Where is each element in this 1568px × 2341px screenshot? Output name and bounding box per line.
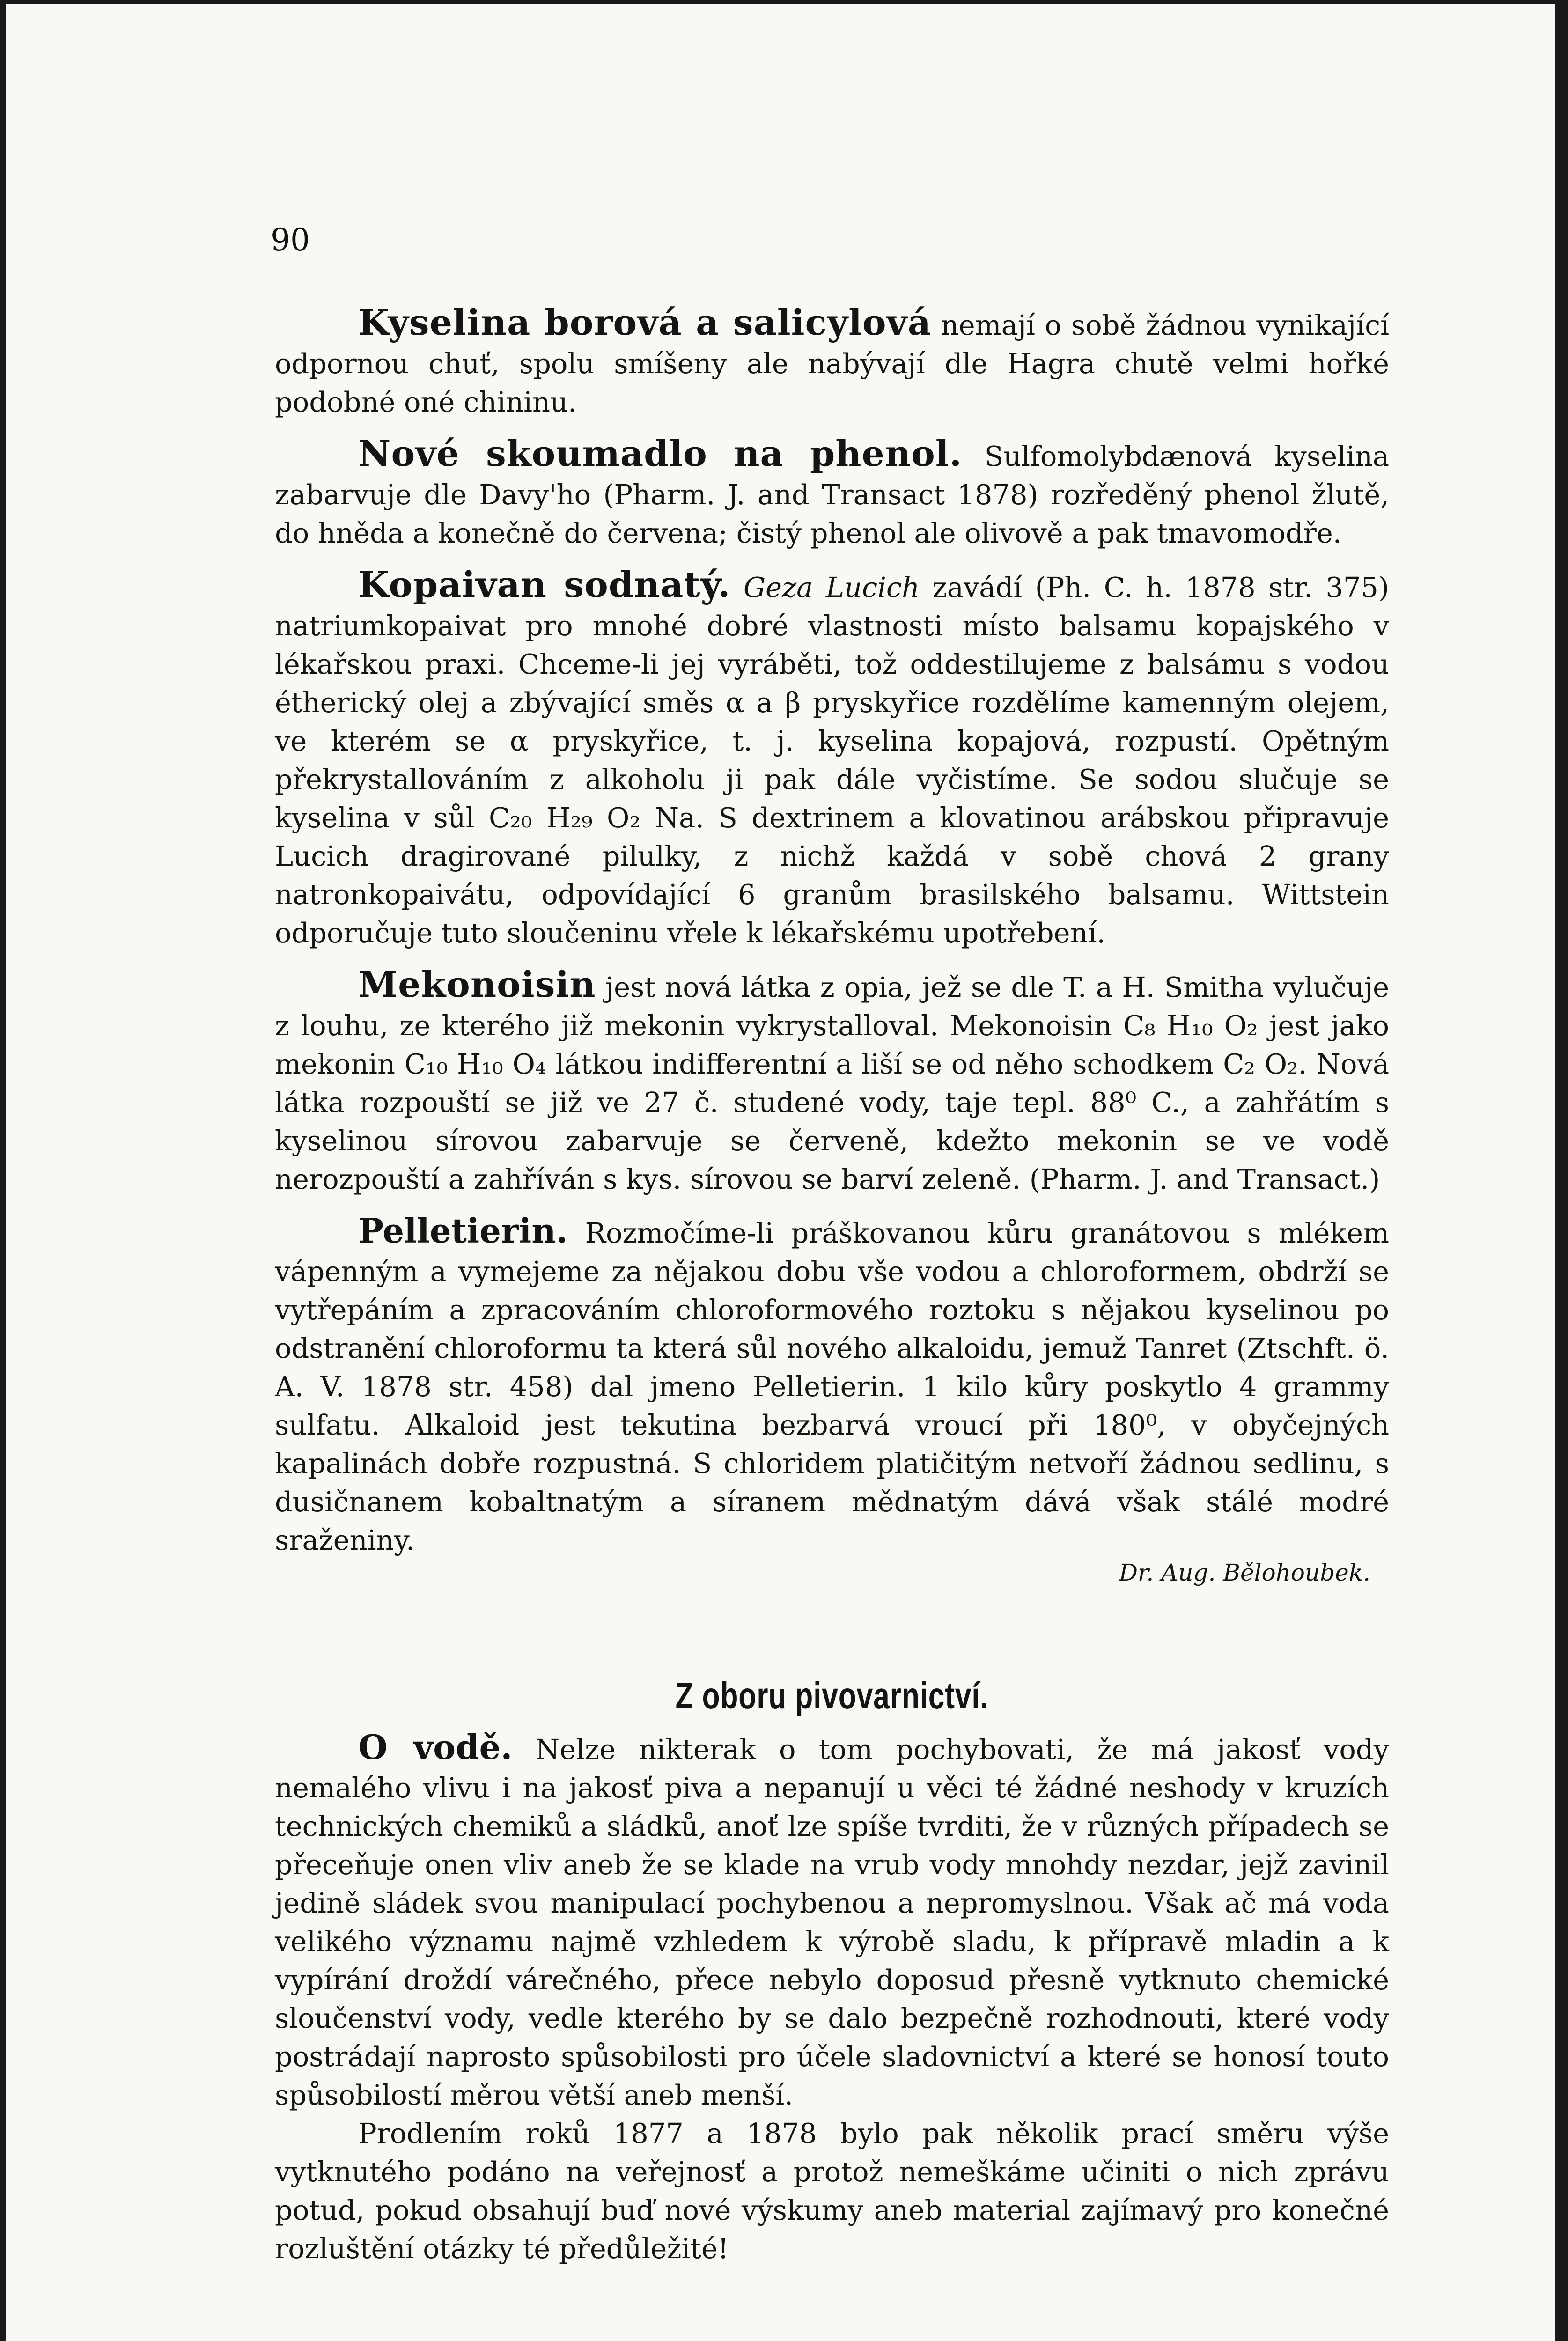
entry-text: Sulfomolybdænová kyselina zabarvuje dle Davy'ho (Pharm. J. and Transact 1878) rozředěný phenol žlutě, do hněda a konečně do červena; čistý phenol ale olivově a pak tmavomodře.: [275, 440, 1389, 549]
entry-water: [275, 1728, 1389, 2114]
entry-text: zavádí (Ph. C. h. 1878 str. 375) natriumkopaivat pro mnohé dobré vlastnosti místo balsamu kopajského v lékařskou praxi. Chceme-li jej vyráběti, tož oddestilujeme z balsámu s vodou étherický olej a zbývající směs α a β pryskyřice rozdělíme kamenným olejem, ve kterém se α pryskyřice, t. j. kyselina kopajová, rozpustí. Opětným překrystallováním z alkoholu ji pak dále vyčistíme. Se sodou slučuje se kyselina v sůl C₂₀ H₂₉ O₂ Na. S dextrinem a klovatinou arábskou připravuje Lucich dragirované pilulky, z nichž každá v sobě chová 2 grany natronkopaivátu, odpovídající 6 granům brasilského balsamu. Wittstein odporučuje tuto sloučeninu vřele k lékařskému upotřebení.: [275, 571, 1389, 949]
paragraph-continuation: Prodlením roků 1877 a 1878 bylo pak několik prací směru výše vytknutého podáno na veřejnosť a protož nemeškáme učiniti o nich zprávu potud, pokud obsahují buď nové výskumy aneb material zajímavý pro konečné rozluštění otázky té předůležité!: [275, 2117, 1389, 2265]
author-signature: Dr. Aug. Bělohoubek.: [1119, 1559, 1370, 1586]
section-title: Z oboru pivovarnictví.: [675, 1675, 989, 1716]
entry-boric-salicylic: [275, 303, 1389, 421]
entry-heading: O vodě.: [358, 1727, 513, 1767]
text-column: [275, 303, 1389, 2268]
entry-pelletierine: [275, 1212, 1389, 1560]
entry-meconoisin: [275, 965, 1389, 1199]
page-number: 90: [271, 222, 310, 258]
entry-heading: Nové skoumadlo na phenol.: [358, 433, 963, 474]
entry-sodium-copaivate: [275, 566, 1389, 952]
entry-text: Rozmočíme-li práškovanou kůru granátovou s mlékem vápenným a vymejeme za nějakou dobu vše vodou a chloroformem, obdrží se vytřepáním a zpracováním chloroformového roztoku s nějakou kyselinou po odstranění chloroformu ta která sůl nového alkaloidu, jemuž Tanret (Ztschft. ö. A. V. 1878 str. 458) dal jmeno Pelletierin. 1 kilo kůry poskytlo 4 grammy sulfatu. Alkaloid jest tekutina bezbarvá vroucí při 180⁰, v obyčejných kapalinách dobře rozpustná. S chloridem platičitým netvoří žádnou sedlinu, s dusičnanem kobaltnatým a síranem mědnatým dává však stálé modré sraženiny.: [275, 1217, 1389, 1556]
entry-heading: Kyselina borová a salicylová: [358, 302, 931, 343]
entry-text: nemají o sobě žádnou vynikající odpornou chuť, spolu smíšeny ale nabývají dle Hagra chutě velmi hořké podobné oné chininu.: [275, 309, 1389, 418]
entry-heading: Kopaivan sodnatý.: [358, 564, 731, 605]
document-page: [6, 4, 1555, 2341]
entry-heading: Mekonoisin: [358, 964, 596, 1005]
entry-text: Nelze nikterak o tom pochybovati, že má jakosť vody nemalého vlivu i na jakosť piva a nepanují u věci té žádné neshody v kruzích technických chemiků a sládků, anoť lze spíše tvrditi, že v různých případech se přeceňuje onen vliv aneb že se klade na vrub vody mnohdy nezdar, jejž zavinil jedině sládek svou manipulací pochybenou a nepromyslnou. Však ač má voda velikého významu najmě vzhledem k výrobě sladu, k přípravě mladin a k vypírání droždí várečného, přece nebylo doposud přesně vytknuto chemické sloučenství vody, vedle kterého by se dalo bezpečně rozhodnouti, které vody postrádají naprosto spůsobilosti pro účele sladovnictví a které se honosí touto spůsobilostí měrou větší aneb menší.: [275, 1733, 1389, 2111]
entry-phenol-reagent: [275, 434, 1389, 552]
entry-author: Geza Lucich: [744, 571, 920, 604]
entry-text: jest nová látka z opia, jež se dle T. a H. Smitha vylučuje z louhu, ze kterého již mekonin vykrystalloval. Mekonoisin C₈ H₁₀ O₂ jest jako mekonin C₁₀ H₁₀ O₄ látkou indifferentní a liší se od něho schodkem C₂ O₂. Nová látka rozpouští se již ve 27 č. studené vody, taje tepl. 88⁰ C., a zahřátím s kyselinou sírovou zabarvuje se červeně, kdežto mekonin se ve vodě nerozpouští a zahříván s kys. sírovou se barví zeleně. (Pharm. J. and Transact.): [275, 971, 1389, 1195]
entry-heading: Pelletierin.: [358, 1211, 568, 1251]
